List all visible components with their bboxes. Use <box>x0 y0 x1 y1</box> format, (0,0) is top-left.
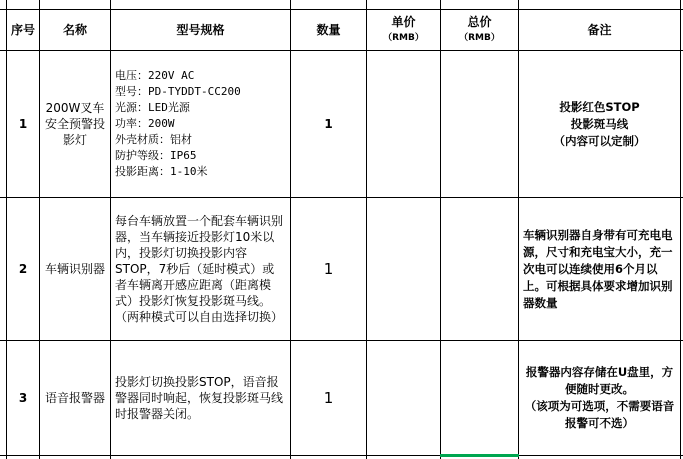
row2-spec: 每台车辆放置一个配套车辆识别器，当车辆接近投影灯10米以内，投影灯切换投影内容STOP，7秒后（延时模式）或者车辆离开感应距离（距离模式）投影灯恢复投影斑马线。（两种模式可以自由选择切换） <box>115 214 284 324</box>
row1-unit-price <box>367 51 440 197</box>
spec-line: 投影距离：1-10米 <box>115 165 208 178</box>
header-qty: 数量 <box>316 23 341 37</box>
row1-seq: 1 <box>18 117 28 131</box>
spec-line: 功率：200W <box>115 117 175 130</box>
spec-line: 电压：220V AC <box>115 69 195 82</box>
row2-seq: 2 <box>18 262 28 276</box>
row1-name: 200W叉车安全预警投影灯 <box>44 101 105 147</box>
row2-unit-price <box>367 198 440 340</box>
row3-seq: 3 <box>18 391 28 405</box>
header-total-price-label: 总价 <box>467 15 492 29</box>
header-total-price-currency: （RMB） <box>459 33 500 43</box>
spec-line: 光源：LED光源 <box>115 101 190 114</box>
remark-line: 投影斑马线 <box>570 116 629 131</box>
remark-line: （内容可以定制） <box>553 133 646 148</box>
header-unit-price-label: 单价 <box>391 15 416 29</box>
row3-unit-price <box>367 341 440 455</box>
spec-line: 防护等级：IP65 <box>115 149 197 162</box>
grid-line <box>0 455 683 456</box>
spec-line: 型号：PD-TYDDT-CC200 <box>115 85 241 98</box>
row3-qty: 1 <box>323 389 334 407</box>
row3-spec: 投影灯切换投影STOP，语音报警器同时响起，恢复投影斑马线时报警器关闭。 <box>115 375 284 421</box>
grid-line <box>680 0 681 459</box>
row2-total-price <box>441 198 518 340</box>
remark-line: 报警器内容存储在U盘里，方便随时更改。 <box>525 365 674 396</box>
row2-qty: 1 <box>323 260 334 278</box>
header-seq: 序号 <box>10 23 35 37</box>
row1-spec <box>111 51 290 197</box>
remark-line: 投影红色STOP <box>559 99 640 114</box>
header-name: 名称 <box>62 23 87 37</box>
header-remark: 备注 <box>587 23 612 37</box>
header-total-price <box>441 10 518 50</box>
header-unit-price-currency: （RMB） <box>383 33 424 43</box>
row2-name: 车辆识别器 <box>44 262 105 276</box>
spec-line: 外壳材质：铝材 <box>115 133 192 146</box>
header-spec: 型号规格 <box>176 23 225 37</box>
row3-remark <box>519 341 680 455</box>
row2-remark: 车辆识别器自身带有可充电电源，尺寸和充电宝大小，充一次电可以连续使用6个月以上。可根据具体要求增加识别器数量 <box>523 227 673 310</box>
row3-total-price <box>441 341 518 455</box>
header-unit-price <box>367 10 440 50</box>
row1-total-price <box>441 51 518 197</box>
row3-name: 语音报警器 <box>44 391 105 405</box>
row1-remark <box>519 51 680 197</box>
row1-qty: 1 <box>324 117 333 131</box>
remark-line: （该项为可选项，不需要语音报警可不选） <box>524 399 675 430</box>
